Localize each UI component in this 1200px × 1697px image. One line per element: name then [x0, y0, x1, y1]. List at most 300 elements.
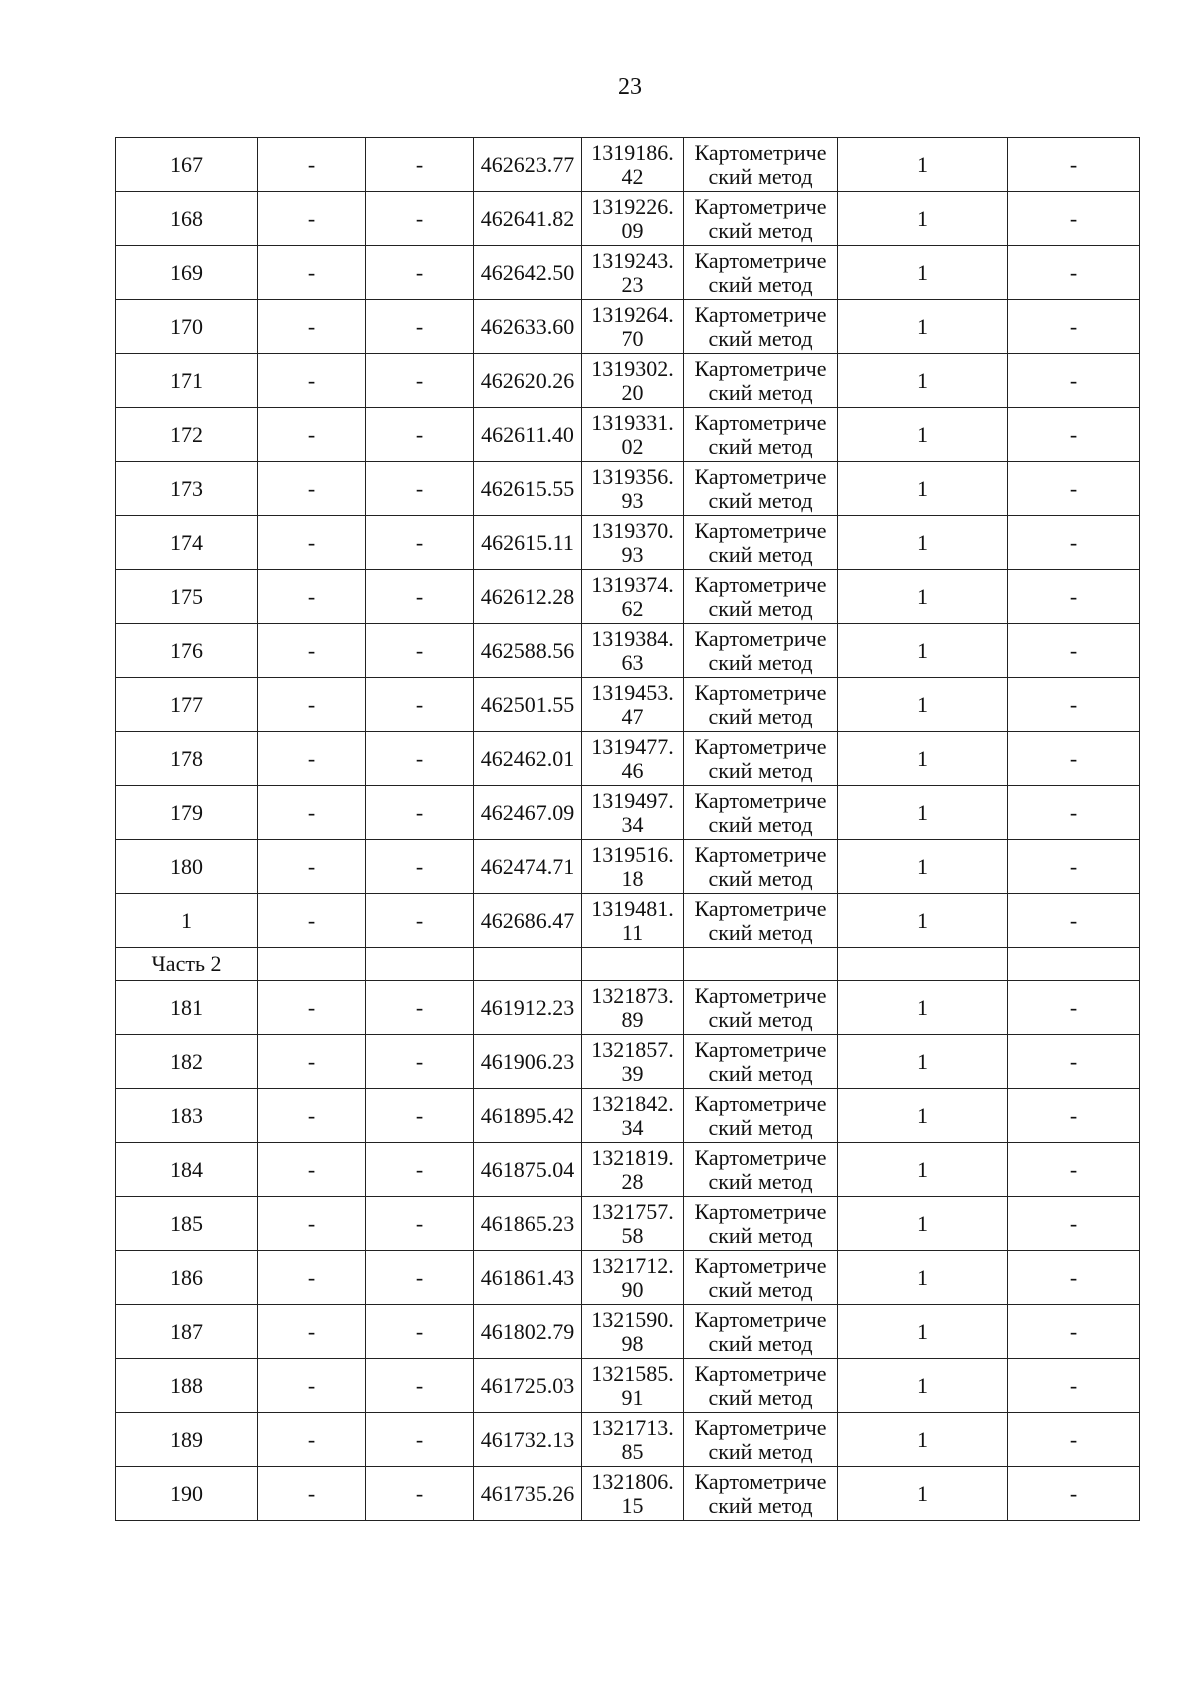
point-number-cell: 188 — [116, 1359, 258, 1413]
old-y-cell: - — [366, 300, 474, 354]
description-cell: - — [1008, 462, 1140, 516]
description-cell: - — [1008, 354, 1140, 408]
old-x-cell: - — [258, 732, 366, 786]
method-line1: Картометриче — [694, 982, 827, 1008]
description-cell: - — [1008, 516, 1140, 570]
y-coordinate-part1: 1319497. — [591, 787, 674, 813]
method-line2: ский метод — [708, 325, 813, 351]
table-row — [116, 732, 1140, 786]
method-line2: ский метод — [708, 1276, 813, 1302]
method-cell — [684, 732, 838, 786]
accuracy-cell: 1 — [838, 300, 1008, 354]
old-x-cell: - — [258, 1467, 366, 1521]
y-coordinate-part1: 1321712. — [591, 1252, 674, 1278]
old-x-cell: - — [258, 981, 366, 1035]
y-coordinate-cell — [582, 732, 684, 786]
x-coordinate-cell: 462462.01 — [474, 732, 582, 786]
description-cell: - — [1008, 786, 1140, 840]
y-coordinate-cell — [582, 894, 684, 948]
x-coordinate-cell: 462501.55 — [474, 678, 582, 732]
table-row — [116, 408, 1140, 462]
accuracy-cell: 1 — [838, 678, 1008, 732]
x-coordinate-cell: 461861.43 — [474, 1251, 582, 1305]
y-coordinate-part2: 18 — [621, 865, 644, 891]
y-coordinate-part2: 89 — [621, 1006, 644, 1032]
description-cell: - — [1008, 678, 1140, 732]
y-coordinate-part1: 1319331. — [591, 409, 674, 435]
y-coordinate-part2: 91 — [621, 1384, 644, 1410]
method-cell — [684, 462, 838, 516]
method-line2: ский метод — [708, 271, 813, 297]
y-coordinate-part1: 1319516. — [591, 841, 674, 867]
method-line1: Картометриче — [694, 1360, 827, 1386]
method-line1: Картометриче — [694, 841, 827, 867]
accuracy-cell: 1 — [838, 894, 1008, 948]
point-number-cell: 170 — [116, 300, 258, 354]
point-number-cell: 177 — [116, 678, 258, 732]
old-y-cell: - — [366, 1143, 474, 1197]
description-cell: - — [1008, 1197, 1140, 1251]
x-coordinate-cell: 462474.71 — [474, 840, 582, 894]
method-cell — [684, 1197, 838, 1251]
table-row — [116, 192, 1140, 246]
method-line1: Картометриче — [694, 247, 827, 273]
y-coordinate-part2: 28 — [621, 1168, 644, 1194]
old-y-cell: - — [366, 840, 474, 894]
y-coordinate-part1: 1321873. — [591, 982, 674, 1008]
old-y-cell: - — [366, 1359, 474, 1413]
x-coordinate-cell: 462620.26 — [474, 354, 582, 408]
old-x-cell: - — [258, 1143, 366, 1197]
x-coordinate-cell: 462641.82 — [474, 192, 582, 246]
old-x-cell: - — [258, 246, 366, 300]
method-line2: ский метод — [708, 649, 813, 675]
x-coordinate-cell: 462615.11 — [474, 516, 582, 570]
accuracy-cell: 1 — [838, 1143, 1008, 1197]
accuracy-cell: 1 — [838, 1251, 1008, 1305]
method-line2: ский метод — [708, 1438, 813, 1464]
method-line1: Картометриче — [694, 1198, 827, 1224]
method-cell — [684, 894, 838, 948]
point-number-cell: 180 — [116, 840, 258, 894]
y-coordinate-part1: 1319302. — [591, 355, 674, 381]
accuracy-cell: 1 — [838, 1035, 1008, 1089]
old-x-cell: - — [258, 1089, 366, 1143]
accuracy-cell: 1 — [838, 1359, 1008, 1413]
y-coordinate-part2: 42 — [621, 163, 644, 189]
old-y-cell: - — [366, 516, 474, 570]
table-row — [116, 246, 1140, 300]
method-line2: ский метод — [708, 1330, 813, 1356]
table-row — [116, 981, 1140, 1035]
old-x-cell: - — [258, 516, 366, 570]
y-coordinate-part1: 1319356. — [591, 463, 674, 489]
old-x-cell: - — [258, 678, 366, 732]
method-cell — [684, 1467, 838, 1521]
method-cell — [684, 981, 838, 1035]
y-coordinate-cell — [582, 138, 684, 192]
description-cell: - — [1008, 570, 1140, 624]
old-x-cell: - — [258, 624, 366, 678]
point-number-cell: 179 — [116, 786, 258, 840]
method-line1: Картометриче — [694, 193, 827, 219]
point-number-cell: 185 — [116, 1197, 258, 1251]
old-y-cell: - — [366, 1251, 474, 1305]
method-line1: Картометриче — [694, 463, 827, 489]
y-coordinate-cell — [582, 1305, 684, 1359]
method-cell — [684, 1089, 838, 1143]
method-cell — [684, 138, 838, 192]
method-line2: ский метод — [708, 1114, 813, 1140]
y-coordinate-part1: 1321713. — [591, 1414, 674, 1440]
description-cell: - — [1008, 1359, 1140, 1413]
y-coordinate-cell — [582, 300, 684, 354]
y-coordinate-part2: 93 — [621, 541, 644, 567]
method-line1: Картометриче — [694, 1306, 827, 1332]
accuracy-cell: 1 — [838, 570, 1008, 624]
empty-cell — [838, 948, 1008, 981]
x-coordinate-cell: 462686.47 — [474, 894, 582, 948]
x-coordinate-cell: 461725.03 — [474, 1359, 582, 1413]
description-cell: - — [1008, 1305, 1140, 1359]
empty-cell — [1008, 948, 1140, 981]
y-coordinate-part2: 62 — [621, 595, 644, 621]
accuracy-cell: 1 — [838, 408, 1008, 462]
y-coordinate-part1: 1321757. — [591, 1198, 674, 1224]
y-coordinate-cell — [582, 1089, 684, 1143]
description-cell: - — [1008, 1035, 1140, 1089]
y-coordinate-cell — [582, 354, 684, 408]
method-line1: Картометриче — [694, 895, 827, 921]
y-coordinate-cell — [582, 678, 684, 732]
old-x-cell: - — [258, 1359, 366, 1413]
old-y-cell: - — [366, 1467, 474, 1521]
method-cell — [684, 246, 838, 300]
method-cell — [684, 570, 838, 624]
table-row — [116, 1143, 1140, 1197]
method-line2: ский метод — [708, 811, 813, 837]
y-coordinate-cell — [582, 840, 684, 894]
method-line2: ский метод — [708, 1168, 813, 1194]
y-coordinate-part2: 58 — [621, 1222, 644, 1248]
y-coordinate-cell — [582, 246, 684, 300]
section-row — [116, 948, 1140, 981]
accuracy-cell: 1 — [838, 462, 1008, 516]
old-x-cell: - — [258, 840, 366, 894]
y-coordinate-part2: 34 — [621, 1114, 644, 1140]
x-coordinate-cell: 462611.40 — [474, 408, 582, 462]
point-number-cell: 176 — [116, 624, 258, 678]
y-coordinate-part2: 63 — [621, 649, 644, 675]
method-line2: ский метод — [708, 379, 813, 405]
method-line2: ский метод — [708, 595, 813, 621]
table-row — [116, 300, 1140, 354]
method-cell — [684, 678, 838, 732]
y-coordinate-part1: 1319186. — [591, 139, 674, 165]
point-number-cell: 186 — [116, 1251, 258, 1305]
x-coordinate-cell: 461906.23 — [474, 1035, 582, 1089]
old-y-cell: - — [366, 462, 474, 516]
y-coordinate-part2: 46 — [621, 757, 644, 783]
table-row — [116, 1251, 1140, 1305]
method-cell — [684, 624, 838, 678]
y-coordinate-part1: 1319453. — [591, 679, 674, 705]
y-coordinate-cell — [582, 192, 684, 246]
y-coordinate-part1: 1319481. — [591, 895, 674, 921]
table-row — [116, 1305, 1140, 1359]
old-x-cell: - — [258, 192, 366, 246]
old-y-cell: - — [366, 624, 474, 678]
y-coordinate-cell — [582, 1197, 684, 1251]
method-line2: ский метод — [708, 1060, 813, 1086]
y-coordinate-part1: 1319370. — [591, 517, 674, 543]
accuracy-cell: 1 — [838, 840, 1008, 894]
point-number-cell: 172 — [116, 408, 258, 462]
method-cell — [684, 1359, 838, 1413]
method-line1: Картометриче — [694, 679, 827, 705]
accuracy-cell: 1 — [838, 1413, 1008, 1467]
y-coordinate-cell — [582, 570, 684, 624]
description-cell: - — [1008, 408, 1140, 462]
method-line2: ский метод — [708, 1492, 813, 1518]
table-row — [116, 1035, 1140, 1089]
accuracy-cell: 1 — [838, 354, 1008, 408]
point-number-cell: 175 — [116, 570, 258, 624]
x-coordinate-cell: 462623.77 — [474, 138, 582, 192]
point-number-cell: 190 — [116, 1467, 258, 1521]
accuracy-cell: 1 — [838, 516, 1008, 570]
x-coordinate-cell: 462615.55 — [474, 462, 582, 516]
accuracy-cell: 1 — [838, 1305, 1008, 1359]
empty-cell — [258, 948, 366, 981]
method-cell — [684, 354, 838, 408]
table-row — [116, 1467, 1140, 1521]
old-y-cell: - — [366, 981, 474, 1035]
y-coordinate-cell — [582, 981, 684, 1035]
method-line1: Картометриче — [694, 139, 827, 165]
table-row — [116, 894, 1140, 948]
old-x-cell: - — [258, 1197, 366, 1251]
old-x-cell: - — [258, 1413, 366, 1467]
description-cell: - — [1008, 732, 1140, 786]
method-cell — [684, 1413, 838, 1467]
method-line2: ский метод — [708, 919, 813, 945]
table-row — [116, 786, 1140, 840]
method-line2: ский метод — [708, 541, 813, 567]
method-line2: ский метод — [708, 217, 813, 243]
method-line2: ский метод — [708, 865, 813, 891]
old-y-cell: - — [366, 192, 474, 246]
y-coordinate-part2: 23 — [621, 271, 644, 297]
method-line1: Картометриче — [694, 1090, 827, 1116]
description-cell: - — [1008, 624, 1140, 678]
old-x-cell: - — [258, 408, 366, 462]
old-y-cell: - — [366, 732, 474, 786]
y-coordinate-cell — [582, 408, 684, 462]
point-number-cell: 181 — [116, 981, 258, 1035]
description-cell: - — [1008, 192, 1140, 246]
empty-cell — [366, 948, 474, 981]
point-number-cell: 182 — [116, 1035, 258, 1089]
empty-cell — [582, 948, 684, 981]
old-y-cell: - — [366, 894, 474, 948]
description-cell: - — [1008, 894, 1140, 948]
method-line2: ский метод — [708, 1384, 813, 1410]
y-coordinate-cell — [582, 1251, 684, 1305]
point-number-cell: 168 — [116, 192, 258, 246]
old-y-cell: - — [366, 570, 474, 624]
table-body — [116, 138, 1140, 1521]
old-y-cell: - — [366, 1197, 474, 1251]
y-coordinate-cell — [582, 1467, 684, 1521]
table-row — [116, 138, 1140, 192]
old-y-cell: - — [366, 1413, 474, 1467]
description-cell: - — [1008, 840, 1140, 894]
description-cell: - — [1008, 981, 1140, 1035]
x-coordinate-cell: 461735.26 — [474, 1467, 582, 1521]
old-x-cell: - — [258, 570, 366, 624]
x-coordinate-cell: 462612.28 — [474, 570, 582, 624]
x-coordinate-cell: 461802.79 — [474, 1305, 582, 1359]
y-coordinate-part1: 1321590. — [591, 1306, 674, 1332]
y-coordinate-part2: 15 — [621, 1492, 644, 1518]
method-line1: Картометриче — [694, 517, 827, 543]
table-row — [116, 1197, 1140, 1251]
point-number-cell: 1 — [116, 894, 258, 948]
accuracy-cell: 1 — [838, 138, 1008, 192]
old-y-cell: - — [366, 1305, 474, 1359]
y-coordinate-part1: 1319226. — [591, 193, 674, 219]
description-cell: - — [1008, 1251, 1140, 1305]
accuracy-cell: 1 — [838, 786, 1008, 840]
table-row — [116, 516, 1140, 570]
table-row — [116, 678, 1140, 732]
method-line1: Картометриче — [694, 1144, 827, 1170]
y-coordinate-cell — [582, 1413, 684, 1467]
y-coordinate-part1: 1321819. — [591, 1144, 674, 1170]
y-coordinate-cell — [582, 786, 684, 840]
method-cell — [684, 1035, 838, 1089]
old-x-cell: - — [258, 354, 366, 408]
y-coordinate-part2: 70 — [621, 325, 644, 351]
y-coordinate-part2: 85 — [621, 1438, 644, 1464]
y-coordinate-part1: 1321806. — [591, 1468, 674, 1494]
old-x-cell: - — [258, 300, 366, 354]
method-line2: ский метод — [708, 1222, 813, 1248]
y-coordinate-part2: 20 — [621, 379, 644, 405]
method-line1: Картометриче — [694, 1414, 827, 1440]
table-row — [116, 624, 1140, 678]
y-coordinate-part2: 47 — [621, 703, 644, 729]
coordinates-table — [115, 137, 1140, 1521]
old-y-cell: - — [366, 1035, 474, 1089]
x-coordinate-cell: 461875.04 — [474, 1143, 582, 1197]
description-cell: - — [1008, 1089, 1140, 1143]
y-coordinate-cell — [582, 516, 684, 570]
old-x-cell: - — [258, 1251, 366, 1305]
y-coordinate-part1: 1319477. — [591, 733, 674, 759]
accuracy-cell: 1 — [838, 624, 1008, 678]
method-line2: ский метод — [708, 757, 813, 783]
method-line2: ский метод — [708, 703, 813, 729]
y-coordinate-part1: 1321857. — [591, 1036, 674, 1062]
description-cell: - — [1008, 1413, 1140, 1467]
description-cell: - — [1008, 246, 1140, 300]
point-number-cell: 171 — [116, 354, 258, 408]
y-coordinate-part2: 98 — [621, 1330, 644, 1356]
method-cell — [684, 840, 838, 894]
old-x-cell: - — [258, 786, 366, 840]
y-coordinate-part2: 39 — [621, 1060, 644, 1086]
y-coordinate-cell — [582, 462, 684, 516]
x-coordinate-cell: 461865.23 — [474, 1197, 582, 1251]
accuracy-cell: 1 — [838, 732, 1008, 786]
description-cell: - — [1008, 1143, 1140, 1197]
old-y-cell: - — [366, 408, 474, 462]
y-coordinate-part2: 93 — [621, 487, 644, 513]
x-coordinate-cell: 461912.23 — [474, 981, 582, 1035]
point-number-cell: 178 — [116, 732, 258, 786]
accuracy-cell: 1 — [838, 1467, 1008, 1521]
old-x-cell: - — [258, 1305, 366, 1359]
method-line1: Картометриче — [694, 1036, 827, 1062]
method-line2: ский метод — [708, 433, 813, 459]
y-coordinate-cell — [582, 1143, 684, 1197]
method-cell — [684, 1143, 838, 1197]
old-y-cell: - — [366, 1089, 474, 1143]
old-y-cell: - — [366, 246, 474, 300]
point-number-cell: 173 — [116, 462, 258, 516]
old-x-cell: - — [258, 1035, 366, 1089]
x-coordinate-cell: 462633.60 — [474, 300, 582, 354]
point-number-cell: 183 — [116, 1089, 258, 1143]
x-coordinate-cell: 461895.42 — [474, 1089, 582, 1143]
old-x-cell: - — [258, 894, 366, 948]
method-cell — [684, 408, 838, 462]
old-x-cell: - — [258, 138, 366, 192]
description-cell: - — [1008, 138, 1140, 192]
x-coordinate-cell: 462588.56 — [474, 624, 582, 678]
y-coordinate-cell — [582, 1359, 684, 1413]
method-line1: Картометриче — [694, 355, 827, 381]
table-row — [116, 840, 1140, 894]
section-label: Часть 2 — [116, 948, 258, 981]
y-coordinate-part2: 11 — [621, 919, 644, 945]
method-line1: Картометриче — [694, 787, 827, 813]
x-coordinate-cell: 462467.09 — [474, 786, 582, 840]
method-cell — [684, 1251, 838, 1305]
empty-cell — [474, 948, 582, 981]
y-coordinate-part1: 1321842. — [591, 1090, 674, 1116]
point-number-cell: 167 — [116, 138, 258, 192]
accuracy-cell: 1 — [838, 192, 1008, 246]
accuracy-cell: 1 — [838, 981, 1008, 1035]
point-number-cell: 174 — [116, 516, 258, 570]
method-line1: Картометриче — [694, 1468, 827, 1494]
point-number-cell: 189 — [116, 1413, 258, 1467]
old-y-cell: - — [366, 786, 474, 840]
method-line1: Картометриче — [694, 733, 827, 759]
y-coordinate-part1: 1319243. — [591, 247, 674, 273]
y-coordinate-part2: 09 — [621, 217, 644, 243]
old-y-cell: - — [366, 354, 474, 408]
method-cell — [684, 192, 838, 246]
y-coordinate-part1: 1321585. — [591, 1360, 674, 1386]
x-coordinate-cell: 461732.13 — [474, 1413, 582, 1467]
y-coordinate-part2: 34 — [621, 811, 644, 837]
method-line2: ский метод — [708, 163, 813, 189]
method-line2: ский метод — [708, 487, 813, 513]
